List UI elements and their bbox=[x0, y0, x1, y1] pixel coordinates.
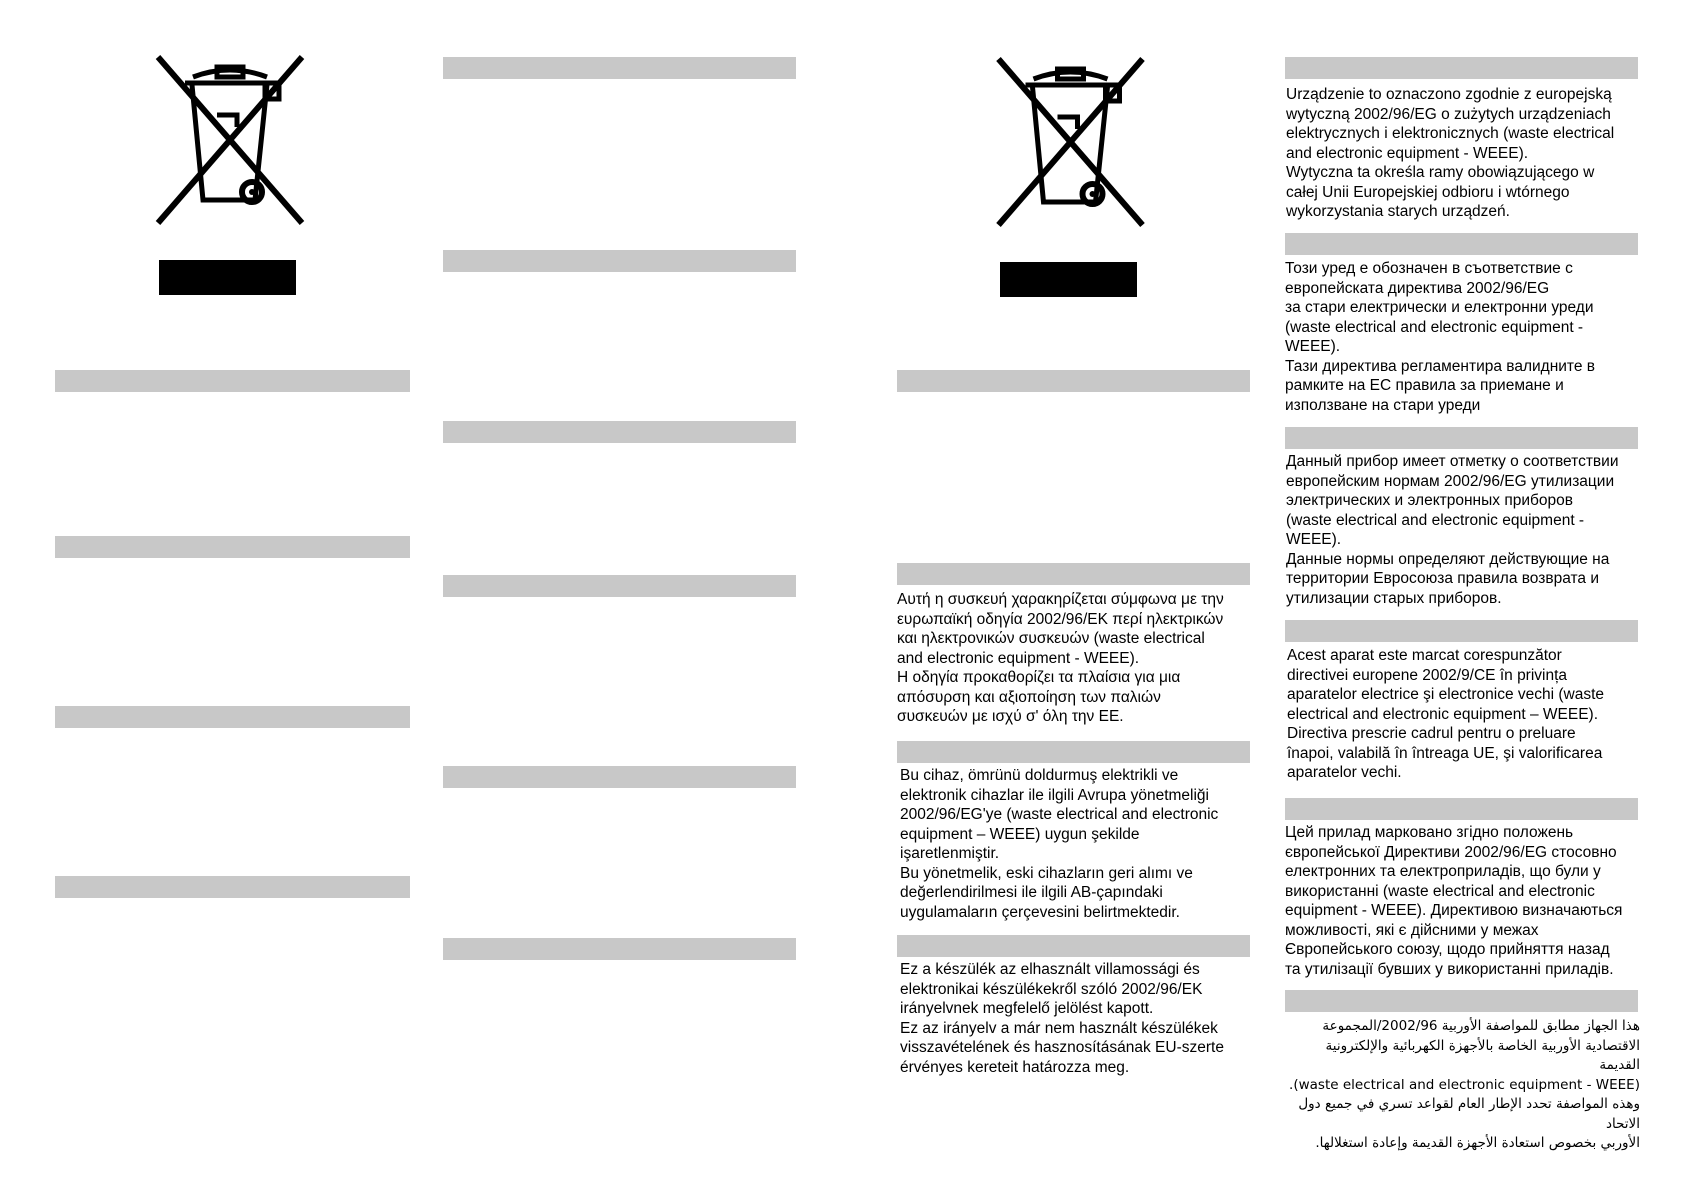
section-header-bar bbox=[55, 876, 410, 898]
crossed-out-wheelie-bin-icon bbox=[145, 55, 315, 225]
section-header-bar-ukrainian bbox=[1285, 798, 1638, 820]
section-header-bar bbox=[443, 938, 796, 960]
section-header-bar-hungarian bbox=[897, 935, 1250, 957]
hungarian-weee-text: Ez a készülék az elhasznált villamossági és elektronikai készülékekről szóló 2002/96/EK irányelvnek megfelelő jelölést kapott. Ez az irányelv a már nem használt készülékek visszavételének és hasznosításának EU-szerte érvényes kereteit határozza meg. bbox=[900, 961, 1224, 1076]
black-label-box bbox=[159, 260, 296, 295]
ukrainian-weee-text: Цей прилад марковано згідно положень європейської Директиви 2002/96/EG стосовно електронних та електроприладів, що були у використанні (waste electrical and electronic equipment - WEEE). Директивою визначаються можливості, які є дійсними у межах Європейського союзу, щодо прийняття назад та утилізації бувших у використанні приладів. bbox=[1285, 824, 1623, 978]
section-header-bar bbox=[443, 57, 796, 79]
section-header-bar-romanian bbox=[1285, 620, 1638, 642]
turkish-weee-text: Bu cihaz, ömrünü doldurmuş elektrikli ve elektronik cihazlar ile ilgili Avrupa yönetmeliği 2002/96/EG'ye (waste electrical and electronic equipment – WEEE) uygun şekilde işaretlenmiştir. Bu yönetmelik, eski cihazların geri alımı ve değerlendirilmesi ile ilgili AB-çapındaki uygulamaların çerçevesini belirtmektedir. bbox=[900, 767, 1219, 921]
section-header-bar-polish bbox=[1285, 57, 1638, 79]
section-header-bar-greek bbox=[897, 563, 1250, 585]
section-header-bar bbox=[897, 370, 1250, 392]
section-header-bar-russian bbox=[1285, 427, 1638, 449]
section-header-bar-turkish bbox=[897, 741, 1250, 763]
greek-weee-text: Αυτή η συσκευή χαρακηρίζεται σύμφωνα με την ευρωπαϊκή οδηγία 2002/96/ΕΚ περί ηλεκτρικών και ηλεκτρονικών συσκευών (waste electrical and electronic equipment - WEEE). Η οδηγία προκαθορίζει τα πλαίσια για μια απόσυρση και αξιοποίηση των παλιών συσκευών με ισχύ σ' όλη την ΕΕ. bbox=[897, 591, 1224, 725]
section-header-bar bbox=[55, 536, 410, 558]
polish-weee-text: Urządzenie to oznaczono zgodnie z europejską wytyczną 2002/96/EG o zużytych urządzeniach elektrycznych i elektronicznych (waste electrical and electronic equipment - WEEE). Wytyczna ta określa ramy obowiązującego w całej Unii Europejskiej odbioru i wtórnego wykorzystania starych urządzeń. bbox=[1286, 86, 1615, 220]
section-header-bar bbox=[55, 706, 410, 728]
crossed-out-wheelie-bin-icon bbox=[988, 57, 1153, 227]
section-header-bar bbox=[55, 370, 410, 392]
russian-weee-text: Данный прибор имеет отметку о соответствии европейским нормам 2002/96/EG утилизации электрических и электронных приборов (waste electrical and electronic equipment - WEEE). Данные нормы определяют действующие на территории Евросоюза правила возврата и утилизации старых приборов. bbox=[1286, 453, 1619, 607]
section-header-bar bbox=[443, 250, 796, 272]
black-label-box bbox=[1000, 262, 1137, 297]
bulgarian-weee-text: Този уред е обозначен в съответствие с европейската директива 2002/96/EG за стари електрически и електронни уреди (waste electrical and electronic equipment - WEEE). Тази директива регламентира валидните в рамките на ЕС правила за приемане и използване на стари уреди bbox=[1285, 260, 1596, 414]
romanian-weee-text: Acest aparat este marcat corespunzător directivei europene 2002/9/CE în privința aparatelor electrice şi electronice vechi (waste electrical and electronic equipment – WEEE). Directiva prescrie cadrul pentru o preluare înapoi, valabilă în întreaga UE, şi valorificarea aparatelor vechi. bbox=[1287, 647, 1605, 781]
arabic-weee-text: هذا الجهاز مطابق للمواصفة الأوربية 2002/96/المجموعة الاقتصادية الأوربية الخاصة بالأجهزة الكهربائية والإلكترونية القديمة (waste electrical and electronic equipment - WEEE). وهذه المواصفة تحدد الإطار العام لقواعد تسري في جميع دول الاتحاد الأوربي بخصوص استعادة الأجهزة القديمة وإعادة استغلالها. bbox=[1289, 1018, 1640, 1151]
section-header-bar-arabic bbox=[1285, 990, 1638, 1012]
section-header-bar bbox=[443, 766, 796, 788]
section-header-bar bbox=[443, 575, 796, 597]
section-header-bar bbox=[443, 421, 796, 443]
section-header-bar-bulgarian bbox=[1285, 233, 1638, 255]
